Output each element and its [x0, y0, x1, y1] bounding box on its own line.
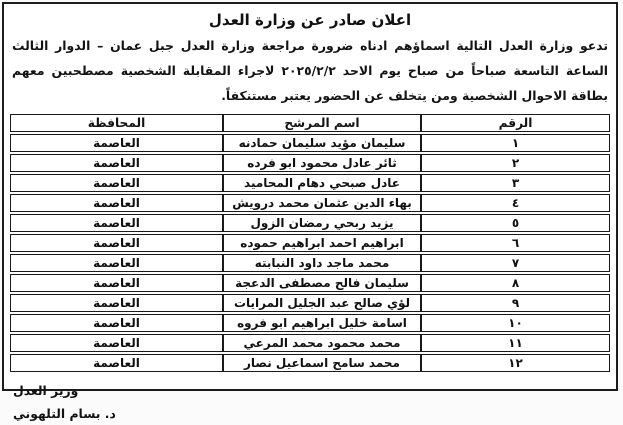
- col-header-candidate-name: اسم المرشح: [223, 114, 421, 132]
- table-header-row: [10, 114, 610, 132]
- signature-role: وزير العدل: [13, 383, 79, 398]
- table-cell: ٧: [421, 254, 610, 272]
- table-cell: ١: [421, 134, 610, 152]
- table-row: [10, 274, 610, 292]
- col-header-governorate: المحافظة: [10, 114, 223, 132]
- table-row: [10, 154, 610, 172]
- table-cell: العاصمة: [10, 274, 223, 292]
- table-cell: العاصمة: [10, 154, 223, 172]
- table-cell: ١٢: [421, 354, 610, 372]
- table-body: [10, 134, 610, 372]
- table-cell: ٣: [421, 174, 610, 192]
- table-row: [10, 354, 610, 372]
- table-cell: العاصمة: [10, 174, 223, 192]
- page-title: اعلان صادر عن وزارة العدل: [208, 11, 412, 29]
- table-cell: ٤: [421, 194, 610, 212]
- announcement-page: [2, 2, 618, 421]
- table-row: [10, 334, 610, 352]
- table-cell: سليمان فالح مصطفى الدعجة: [223, 274, 421, 292]
- table-cell: العاصمة: [10, 134, 223, 152]
- table-row: [10, 254, 610, 272]
- intro-paragraph: تدعو وزارة العدل التالية اسماؤهم ادناه ضرورة مراجعة وزارة العدل جبل عمان – الدوار الثالث الساعة التاسعة صباحاً من صباح يوم الاحد ٢٠٢٥/٢/٢ لاجراء المقابلة الشخصية مصطحبين معهم بطاقة الاحوال الشخصية ومن يتخلف عن الحضور يعتبر مستنكفاً.: [12, 38, 609, 103]
- table-cell: ابراهيم احمد ابراهيم حموده: [223, 234, 421, 252]
- table-row: [10, 174, 610, 192]
- table-cell: ٨: [421, 274, 610, 292]
- table-cell: ٦: [421, 234, 610, 252]
- table-cell: سليمان مؤيد سليمان حمادنه: [223, 134, 421, 152]
- table-cell: العاصمة: [10, 254, 223, 272]
- table-row: [10, 194, 610, 212]
- table-row: [10, 234, 610, 252]
- table-row: [10, 314, 610, 332]
- table-cell: العاصمة: [10, 214, 223, 232]
- table-cell: ثائر عادل محمود ابو فرده: [223, 154, 421, 172]
- table-cell: عادل صبحي دهام المحاميد: [223, 174, 421, 192]
- table-cell: بهاء الدين عثمان محمد درويش: [223, 194, 421, 212]
- table-cell: ١١: [421, 334, 610, 352]
- table-row: [10, 134, 610, 152]
- table-cell: ٥: [421, 214, 610, 232]
- table-row: [10, 294, 610, 312]
- signature-block: [10, 379, 610, 425]
- table-cell: العاصمة: [10, 354, 223, 372]
- table-cell: العاصمة: [10, 314, 223, 332]
- table-row: [10, 214, 610, 232]
- table-cell: العاصمة: [10, 294, 223, 312]
- col-header-number: الرقم: [421, 114, 610, 132]
- table-cell: العاصمة: [10, 194, 223, 212]
- table-cell: العاصمة: [10, 334, 223, 352]
- candidates-table: [10, 112, 610, 374]
- signature-name: د. بسام التلهوني: [13, 406, 116, 421]
- table-cell: لؤي صالح عبد الجليل المرايات: [223, 294, 421, 312]
- table-cell: يزيد ربحي رمضان الزول: [223, 214, 421, 232]
- table-cell: ١٠: [421, 314, 610, 332]
- table-cell: محمد سامح اسماعيل نصار: [223, 354, 421, 372]
- table-cell: ٢: [421, 154, 610, 172]
- table-cell: العاصمة: [10, 234, 223, 252]
- table-cell: محمد ماجد داود النبابته: [223, 254, 421, 272]
- table-cell: ٩: [421, 294, 610, 312]
- table-cell: اسامة خليل ابراهيم ابو فروه: [223, 314, 421, 332]
- table-cell: محمد محمود محمد المرعي: [223, 334, 421, 352]
